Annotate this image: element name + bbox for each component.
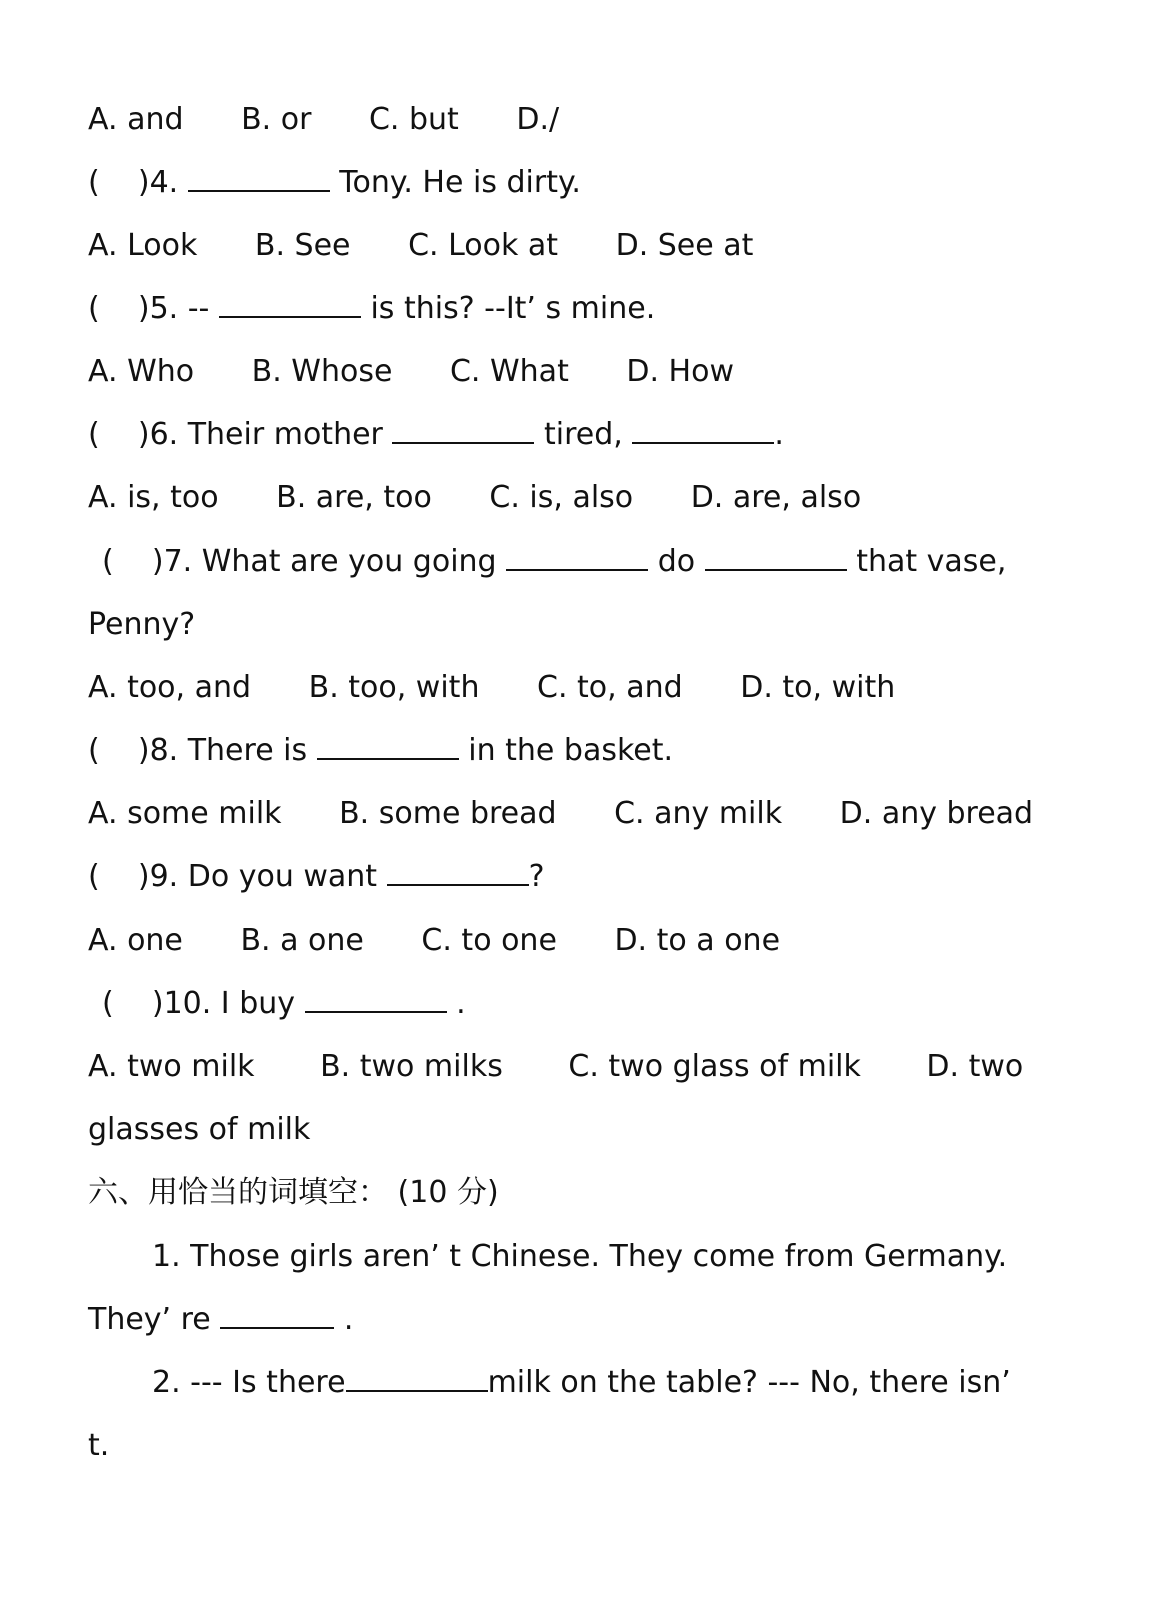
q4-option-d: D. See at: [615, 228, 754, 263]
q7-option-c: C. to, and: [537, 670, 683, 705]
q6-option-b: B. are, too: [276, 480, 432, 515]
q6-options: [88, 478, 1073, 518]
answer-paren: (: [102, 986, 152, 1021]
q3-option-b: B. or: [241, 102, 312, 137]
q7-end: that vase,: [856, 544, 1007, 579]
q4-blank: [188, 164, 330, 192]
question-5: [88, 289, 1073, 329]
q7-option-b: B. too, with: [308, 670, 480, 705]
question-6: [88, 415, 1073, 455]
q6-number: )6. Their mother: [137, 417, 383, 452]
q10-option-d: D. two: [926, 1049, 1024, 1084]
q4-option-a: A. Look: [88, 228, 198, 263]
q4-text: Tony. He is dirty.: [339, 165, 581, 200]
q9-option-c: C. to one: [421, 923, 557, 958]
fill-1-blank: [220, 1301, 334, 1329]
q5-options: [88, 352, 1073, 392]
section-6-score: (10 分): [397, 1175, 499, 1210]
answer-paren: (: [88, 165, 138, 200]
q6-option-a: A. is, too: [88, 480, 219, 515]
q5-text: is this? --It’ s mine.: [370, 291, 656, 326]
q3-option-c: C. but: [368, 102, 459, 137]
q8-option-a: A. some milk: [88, 796, 282, 831]
q7-option-a: A. too, and: [88, 670, 252, 705]
fill-question-2: [152, 1363, 1073, 1403]
q6-blank-1: [392, 416, 534, 444]
q10-number: )10. I buy: [151, 986, 296, 1021]
q5-number: )5. --: [137, 291, 210, 326]
q4-option-b: B. See: [254, 228, 351, 263]
q7-blank-2: [705, 543, 847, 571]
q9-end: ?: [528, 859, 545, 894]
q10-end: .: [456, 986, 466, 1021]
answer-paren: (: [88, 859, 138, 894]
q7-options: [88, 668, 1073, 708]
answer-paren: (: [88, 291, 138, 326]
q5-option-d: D. How: [626, 354, 734, 389]
fill-2-text: milk on the table? --- No, there isn’: [487, 1365, 1011, 1400]
q3-option-a: A. and: [88, 102, 184, 137]
q3-option-d: D./: [516, 102, 560, 137]
section-6-title: 六、用恰当的词填空：: [88, 1175, 388, 1210]
q3-options: [88, 100, 1073, 140]
fill-1-cont: They’ re: [88, 1302, 211, 1337]
q7-number: )7. What are you going: [151, 544, 497, 579]
q10-options: [88, 1047, 1073, 1087]
q9-option-a: A. one: [88, 923, 183, 958]
q4-number: )4.: [137, 165, 179, 200]
fill-question-1-continuation: [88, 1300, 1073, 1340]
q6-option-c: C. is, also: [489, 480, 634, 515]
q9-blank: [387, 858, 529, 886]
q9-options: [88, 921, 1073, 961]
question-7: [102, 542, 1073, 582]
q8-text: in the basket.: [468, 733, 674, 768]
question-9: [88, 857, 1073, 897]
q10-continuation: glasses of milk: [88, 1112, 311, 1147]
q6-mid: tired,: [543, 417, 623, 452]
question-4: [88, 163, 1073, 203]
q5-option-c: C. What: [449, 354, 569, 389]
q10-option-c: C. two glass of milk: [568, 1049, 861, 1084]
q7-option-d: D. to, with: [740, 670, 896, 705]
q5-blank: [219, 290, 361, 318]
q10-option-a: A. two milk: [88, 1049, 255, 1084]
fill-question-2-continuation: t.: [88, 1428, 110, 1463]
q5-option-b: B. Whose: [251, 354, 393, 389]
q4-option-c: C. Look at: [408, 228, 559, 263]
answer-paren: (: [88, 417, 138, 452]
q8-option-b: B. some bread: [339, 796, 557, 831]
q7-blank-1: [506, 543, 648, 571]
q8-blank: [317, 732, 459, 760]
q6-end: .: [774, 417, 784, 452]
fill-2-blank: [346, 1364, 488, 1392]
question-10: [102, 984, 1073, 1024]
fill-question-1: 1. Those girls aren’ t Chinese. They come from Germany.: [152, 1239, 1008, 1274]
q8-options: [88, 794, 1073, 834]
answer-paren: (: [102, 544, 152, 579]
q8-number: )8. There is: [137, 733, 308, 768]
q6-option-d: D. are, also: [690, 480, 862, 515]
q6-blank-2: [632, 416, 774, 444]
q10-option-b: B. two milks: [320, 1049, 503, 1084]
q8-option-c: C. any milk: [614, 796, 783, 831]
q10-blank: [305, 985, 447, 1013]
q4-options: [88, 226, 1073, 266]
q5-option-a: A. Who: [88, 354, 195, 389]
q9-option-d: D. to a one: [614, 923, 781, 958]
q9-number: )9. Do you want: [137, 859, 378, 894]
q8-option-d: D. any bread: [839, 796, 1034, 831]
q9-option-b: B. a one: [240, 923, 364, 958]
q7-continuation: Penny?: [88, 607, 196, 642]
section-6-heading: [88, 1173, 1073, 1213]
fill-1-end: .: [343, 1302, 354, 1337]
answer-paren: (: [88, 733, 138, 768]
fill-2-start: 2. --- Is there: [152, 1365, 346, 1400]
q7-mid: do: [657, 544, 696, 579]
question-8: [88, 731, 1073, 771]
